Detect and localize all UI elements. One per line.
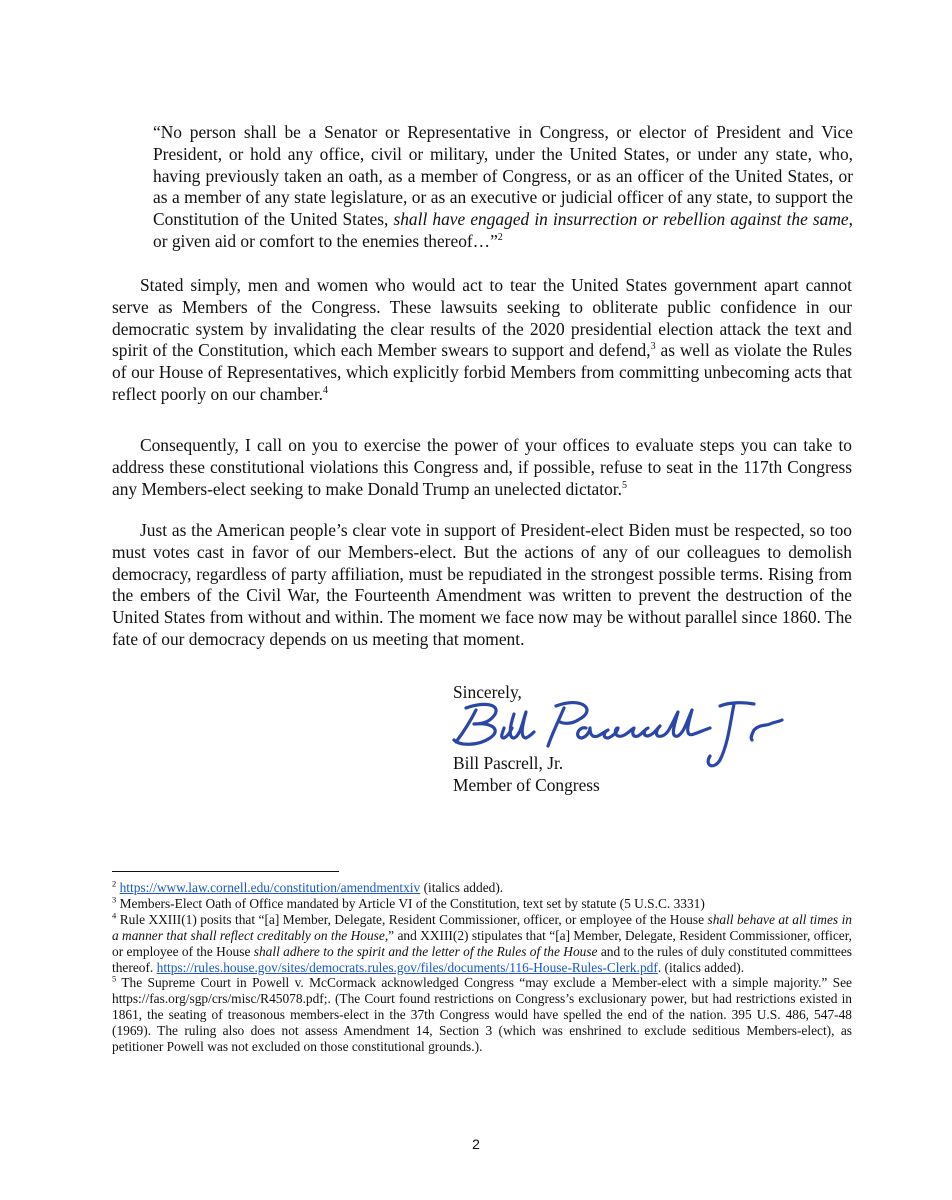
footnote-text: ,” and XXIII(2) stipulates that “[a] Member, Delegate, Resident Commissioner, officer, or employee of the House [112,927,852,959]
closing-text: Sincerely, [453,682,522,702]
footnote-number: 3 [112,894,117,905]
quote-text: “No person shall be a Senator or Representative in Congress, or elector of President and Vice President, or hold any office, civil or military, under the United States, or under any state, who, having previously taken an oath, as a member of Congress, or as an officer of the United States, or as a member of any state legislature, or as an executive or judicial officer of any state, to support the Constitution of the United States, [153,122,853,230]
footnote-text: Members-Elect Oath of Office mandated by Article VI of the Constitution, text set by statute (5 U.S.C. 3331) [119,895,705,911]
quote-text-end: , or given aid or comfort to the enemies thereof…” [153,209,853,251]
footnote-3 [112,896,852,912]
footnote-5 [112,975,852,1055]
footnote-text: . (italics added). [657,959,745,975]
footnote-number: 5 [112,973,117,984]
footnote-number: 4 [112,910,117,921]
footnote-number: 2 [112,878,117,889]
paragraph-text: as well as violate the Rules of our House of Representatives, which explicitly forbid Members from committing unbecoming acts that reflect poorly on our chamber. [112,340,853,404]
footnote-ref-3[interactable]: 3 [650,341,656,353]
paragraph-stated-simply [112,275,852,406]
paragraph-just-as [112,520,852,651]
paragraph-text: Consequently, I call on you to exercise the power of your offices to evaluate steps you can take to address these constitutional violations this Congress and, if possible, refuse to seat in the 117th Congress any Members-elect seeking to make Donald Trump an unelected dictator. [112,435,852,499]
paragraph-text: Stated simply, men and women who would act to tear the United States government apart cannot serve as Members of the Congress. These lawsuits seeking to obliterate public confidence in our democratic system by invalidating the clear results of the 2020 presidential election attack the text and spirit of the Constitution, which each Member swears to support and defend, [112,275,852,361]
footnote-italic: shall behave at all times in a manner that shall reflect creditably on the House [112,911,852,943]
footnote-text: The Supreme Court in Powell v. McCormack acknowledged Congress “may exclude a Member-elect with a simple majority.” See https://fas.org/sgp/crs/misc/R45078.pdf;. (The Court found restrictions on Congress’s exclusionary power, but had restrictions existed in 1861, the seating of treasonous members-elect in the 37th Congress would have spelled the end of the nation. 395 U.S. 486, 547-48 (1969). The ruling also does not assess Amendment 14, Section 3 (which was enshrined to exclude seditious Members-elect), as petitioner Powell was not excluded on those constitutional grounds.). [112,975,852,1055]
amendment-quote [153,122,853,253]
house-rules-link[interactable]: https://rules.house.gov/sites/democrats.rules.gov/files/documents/116-House-Rules-Clerk.pdf [156,959,658,975]
footnote-2 [112,880,852,896]
footnote-ref-5[interactable]: 5 [621,479,627,491]
footnote-ref-4[interactable]: 4 [323,385,329,397]
signer-title: Member of Congress [453,774,600,795]
footnote-text: (italics added). [420,880,504,895]
footnotes [112,880,852,1055]
footnote-4 [112,912,852,976]
paragraph-text: Just as the American people’s clear vote in support of President-elect Biden must be respected, so too must votes cast in favor of our Members-elect. But the actions of any of our colleagues to demolish democracy, regardless of party affiliation, must be repudiated in the strongest possible terms. Rising from the embers of the Civil War, the Fourteenth Amendment was written to prevent the destruction of the United States from without and within. The moment we face now may be without parallel since 1860. The fate of our democracy depends on us meeting that moment. [112,520,852,649]
signer-name: Bill Pascrell, Jr. [453,752,564,773]
quote-italic-text: shall have engaged in insurrection or rebellion against the same [393,209,849,230]
paragraph-consequently [112,435,852,500]
footnote-text: Rule XXIII(1) posits that “[a] Member, Delegate, Resident Commissioner, officer, or employee of the House [119,911,708,927]
footnote-text: and to the rules of duly constituted committees thereof. [112,943,852,975]
cornell-link[interactable]: https://www.law.cornell.edu/constitution/amendmentxiv [119,880,421,895]
footnote-ref-2[interactable]: 2 [497,232,503,244]
footnote-divider [112,871,339,872]
page-number: 2 [472,1136,480,1152]
footnote-italic: shall adhere to the spirit and the letter of the Rules of the House [253,943,598,959]
handwritten-signature [448,694,798,774]
